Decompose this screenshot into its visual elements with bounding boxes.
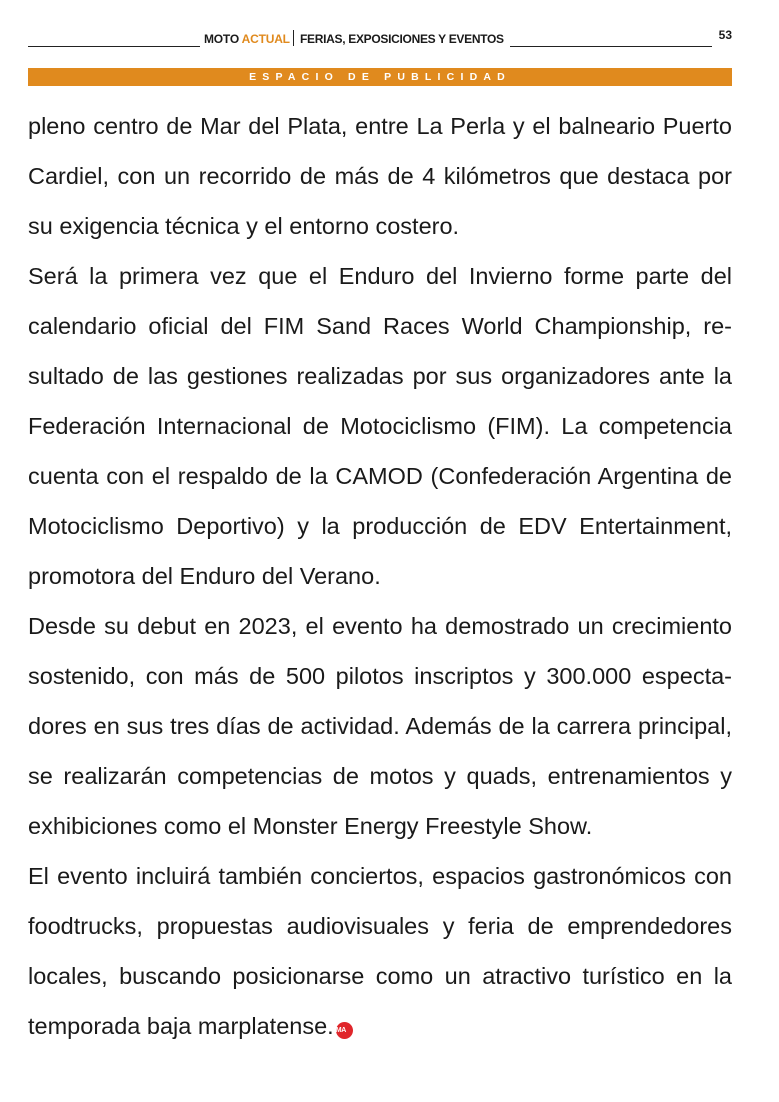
paragraph-1: pleno centro de Mar del Plata, entre La Perla y el balneario Puerto Cardiel, con un recorrido de más de 4 kilómetros que destaca por su exigencia técnica y el entorno costero. (28, 113, 732, 239)
magazine-brand: MOTO ACTUAL (204, 32, 290, 46)
header-rule-left (28, 46, 200, 47)
article-body (28, 101, 732, 1051)
page-number: 53 (718, 28, 732, 42)
paragraph-3: Desde su debut en 2023, el evento ha demostrado un crecimiento sostenido, con más de 500 pilotos inscriptos y 300.000 espectadores en sus tres días de actividad. Además de la carrera principal, se realizarán competencias de motos y quads, entrenamientos y exhibiciones como el Monster Energy Freestyle Show. (28, 613, 732, 839)
paragraph-4-text: El evento incluirá también conciertos, espacios gastronómicos con foodtrucks, propuestas audiovisuales y feria de emprendedores locales, buscando posicionarse como un atractivo turístico en la temporada baja marplatense. (28, 863, 732, 1039)
header-separator (293, 30, 294, 46)
section-title: FERIAS, EXPOSICIONES Y EVENTOS (300, 32, 504, 46)
paragraph-4 (28, 851, 732, 1051)
article-end-mark-icon: MA (336, 1022, 353, 1039)
ad-space-band: ESPACIO DE PUBLICIDAD (28, 68, 732, 86)
paragraph-2: Será la primera vez que el Enduro del Invierno forme parte del calendario oficial del FIM Sand Races World Championship, resultado de las gestiones realizadas por sus organizadores ante la Federación Internacional de Motociclismo (FIM). La competencia cuenta con el respaldo de la CAMOD (Confederación Argentina de Motociclismo Deportivo) y la producción de EDV Entertainment, promotora del Enduro del Verano. (28, 263, 732, 589)
header-rule-right (510, 46, 712, 47)
page-header (28, 24, 732, 50)
